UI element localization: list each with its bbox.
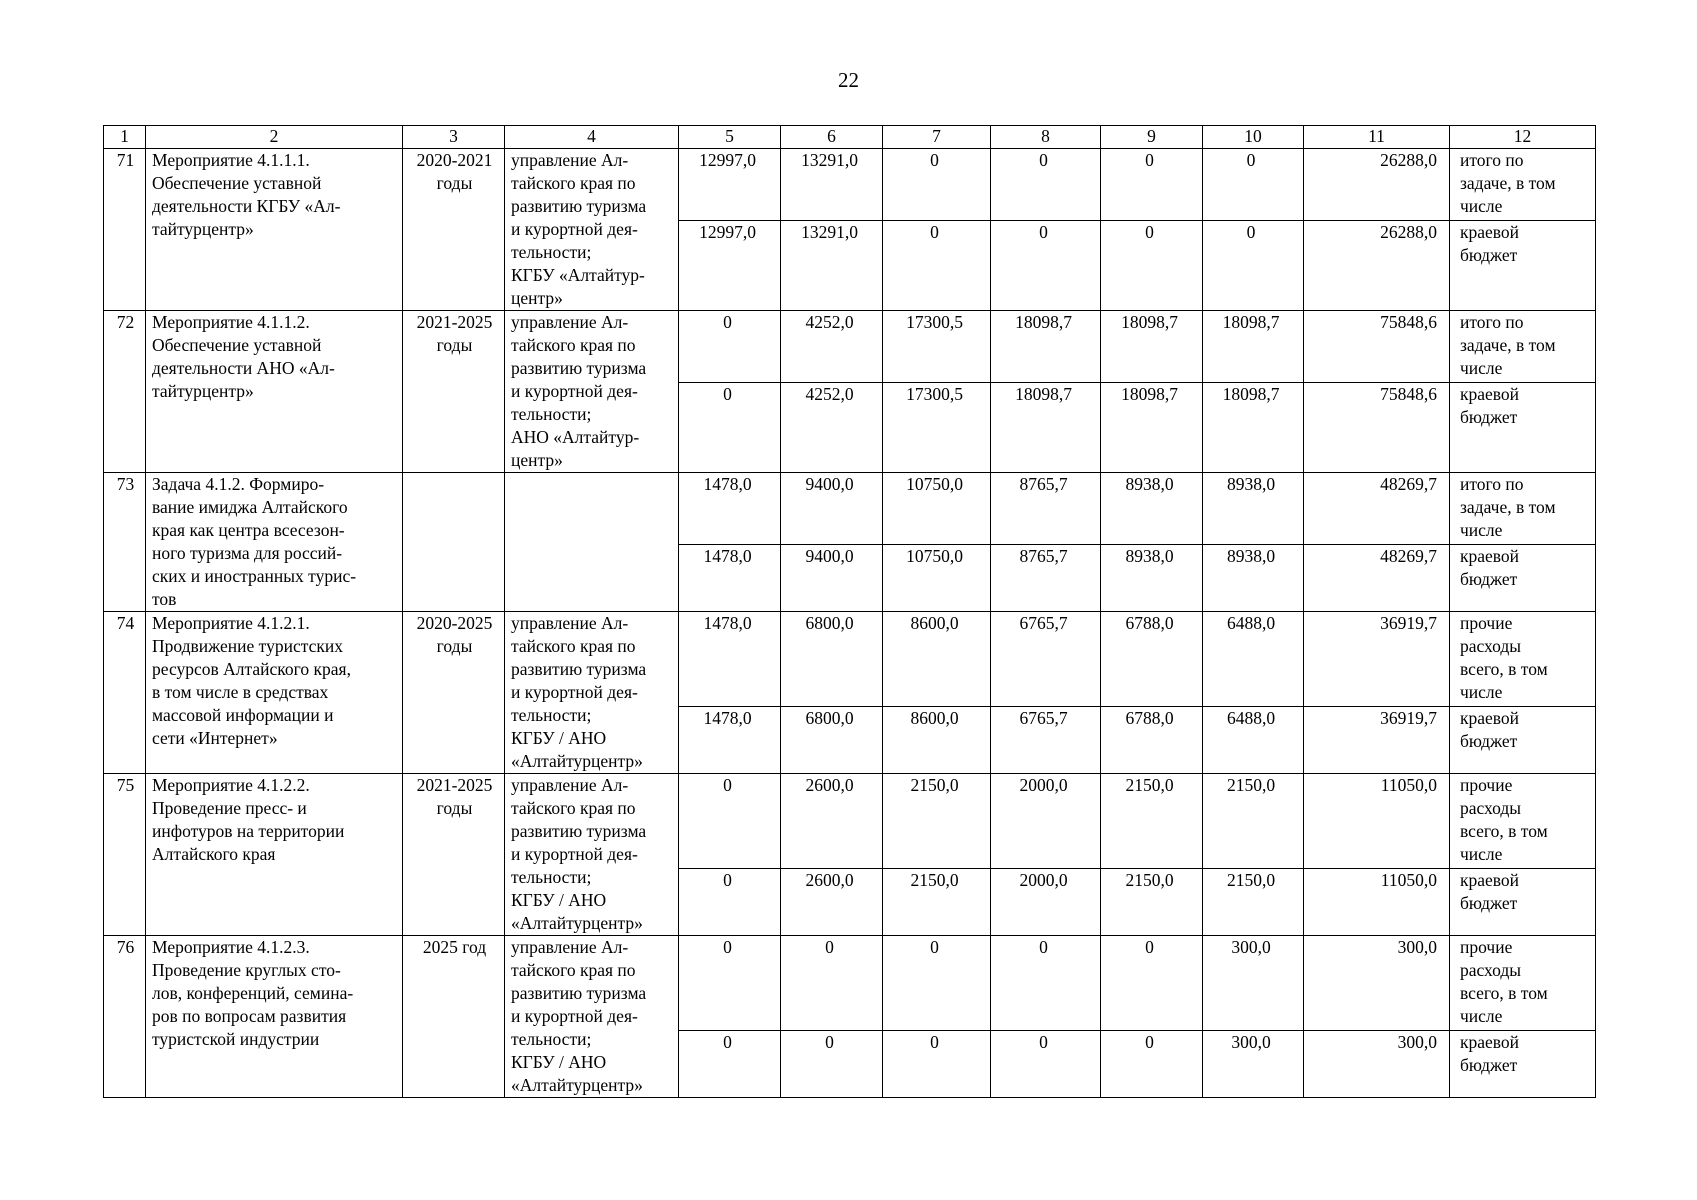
column-header: 1: [104, 126, 146, 149]
value-cell: 0: [679, 774, 781, 869]
value-cell: 8600,0: [883, 612, 991, 707]
value-cell: 8938,0: [1101, 473, 1203, 545]
executor: управление Ал- тайского края по развитию туризма и курортной дея- тельности; КГБУ / АНО «Алтайтурцентр»: [505, 774, 679, 936]
funding-source: итого по задаче, в том числе: [1450, 149, 1596, 221]
value-cell: 0: [781, 1031, 883, 1098]
value-cell: 8938,0: [1203, 545, 1304, 612]
value-cell: 2150,0: [1203, 774, 1304, 869]
value-cell: 0: [991, 936, 1101, 1031]
value-cell: 2600,0: [781, 869, 883, 936]
value-cell: 6765,7: [991, 612, 1101, 707]
value-cell: 26288,0: [1304, 221, 1450, 311]
table-row: [104, 936, 1596, 1031]
value-cell: 0: [991, 149, 1101, 221]
value-cell: 18098,7: [1203, 383, 1304, 473]
funding-source: краевой бюджет: [1450, 707, 1596, 774]
value-cell: 0: [1203, 149, 1304, 221]
column-header: 7: [883, 126, 991, 149]
value-cell: 0: [679, 1031, 781, 1098]
value-cell: 0: [679, 311, 781, 383]
activity-name: Мероприятие 4.1.2.3. Проведение круглых сто- лов, конференций, семина- ров по вопросам развития туристской индустрии: [146, 936, 403, 1098]
value-cell: 2150,0: [1101, 869, 1203, 936]
value-cell: 6788,0: [1101, 612, 1203, 707]
value-cell: 6488,0: [1203, 612, 1304, 707]
funding-source: краевой бюджет: [1450, 1031, 1596, 1098]
funding-source: прочие расходы всего, в том числе: [1450, 936, 1596, 1031]
value-cell: 9400,0: [781, 473, 883, 545]
value-cell: 8938,0: [1101, 545, 1203, 612]
value-cell: 75848,6: [1304, 311, 1450, 383]
column-header: 11: [1304, 126, 1450, 149]
column-header: 4: [505, 126, 679, 149]
column-header: 9: [1101, 126, 1203, 149]
table-row: [104, 311, 1596, 383]
funding-source: итого по задаче, в том числе: [1450, 473, 1596, 545]
row-number: 74: [104, 612, 146, 774]
value-cell: 0: [1101, 1031, 1203, 1098]
value-cell: 0: [883, 1031, 991, 1098]
period: 2021-2025 годы: [403, 774, 505, 936]
value-cell: 0: [1101, 221, 1203, 311]
funding-source: прочие расходы всего, в том числе: [1450, 774, 1596, 869]
column-header: 3: [403, 126, 505, 149]
period: 2021-2025 годы: [403, 311, 505, 473]
executor: управление Ал- тайского края по развитию туризма и курортной дея- тельности; АНО «Алтайтур- центр»: [505, 311, 679, 473]
value-cell: 2150,0: [1101, 774, 1203, 869]
value-cell: 4252,0: [781, 383, 883, 473]
value-cell: 0: [883, 936, 991, 1031]
value-cell: 9400,0: [781, 545, 883, 612]
value-cell: 8765,7: [991, 545, 1101, 612]
row-number: 73: [104, 473, 146, 612]
value-cell: 0: [1101, 936, 1203, 1031]
value-cell: 10750,0: [883, 473, 991, 545]
activity-name: Задача 4.1.2. Формиро- вание имиджа Алтайского края как центра всесезон- ного туризма для россий- ских и иностранных турис- тов: [146, 473, 403, 612]
funding-source: краевой бюджет: [1450, 869, 1596, 936]
activity-name: Мероприятие 4.1.2.1. Продвижение туристских ресурсов Алтайского края, в том числе в средствах массовой информации и сети «Интернет»: [146, 612, 403, 774]
column-header: 8: [991, 126, 1101, 149]
value-cell: 4252,0: [781, 311, 883, 383]
funding-source: итого по задаче, в том числе: [1450, 311, 1596, 383]
value-cell: 2000,0: [991, 774, 1101, 869]
period: 2020-2021 годы: [403, 149, 505, 311]
value-cell: 2000,0: [991, 869, 1101, 936]
executor: [505, 473, 679, 612]
value-cell: 0: [781, 936, 883, 1031]
table-row: [104, 612, 1596, 707]
value-cell: 13291,0: [781, 149, 883, 221]
value-cell: 17300,5: [883, 383, 991, 473]
table-row: [104, 774, 1596, 869]
row-number: 72: [104, 311, 146, 473]
value-cell: 11050,0: [1304, 869, 1450, 936]
value-cell: 1478,0: [679, 612, 781, 707]
activity-name: Мероприятие 4.1.1.1. Обеспечение уставной деятельности КГБУ «Ал- тайтурцентр»: [146, 149, 403, 311]
value-cell: 48269,7: [1304, 545, 1450, 612]
executor: управление Ал- тайского края по развитию туризма и курортной дея- тельности; КГБУ «Алтайтур- центр»: [505, 149, 679, 311]
row-number: 75: [104, 774, 146, 936]
executor: управление Ал- тайского края по развитию туризма и курортной дея- тельности; КГБУ / АНО «Алтайтурцентр»: [505, 936, 679, 1098]
funding-source: прочие расходы всего, в том числе: [1450, 612, 1596, 707]
value-cell: 12997,0: [679, 149, 781, 221]
column-header: 2: [146, 126, 403, 149]
value-cell: 0: [991, 1031, 1101, 1098]
value-cell: 6800,0: [781, 707, 883, 774]
value-cell: 2600,0: [781, 774, 883, 869]
budget-table: [103, 125, 1596, 1098]
funding-source: краевой бюджет: [1450, 383, 1596, 473]
value-cell: 8765,7: [991, 473, 1101, 545]
value-cell: 0: [1203, 221, 1304, 311]
value-cell: 2150,0: [883, 774, 991, 869]
activity-name: Мероприятие 4.1.2.2. Проведение пресс- и инфотуров на территории Алтайского края: [146, 774, 403, 936]
column-header: 6: [781, 126, 883, 149]
value-cell: 18098,7: [991, 311, 1101, 383]
period: 2020-2025 годы: [403, 612, 505, 774]
value-cell: 0: [883, 221, 991, 311]
value-cell: 8938,0: [1203, 473, 1304, 545]
value-cell: 75848,6: [1304, 383, 1450, 473]
value-cell: 300,0: [1304, 1031, 1450, 1098]
value-cell: 0: [679, 936, 781, 1031]
value-cell: 12997,0: [679, 221, 781, 311]
value-cell: 300,0: [1304, 936, 1450, 1031]
value-cell: 18098,7: [1203, 311, 1304, 383]
period: 2025 год: [403, 936, 505, 1098]
row-number: 71: [104, 149, 146, 311]
value-cell: 0: [1101, 149, 1203, 221]
value-cell: 11050,0: [1304, 774, 1450, 869]
value-cell: 8600,0: [883, 707, 991, 774]
value-cell: 2150,0: [883, 869, 991, 936]
page-number: 22: [838, 68, 859, 92]
value-cell: 1478,0: [679, 707, 781, 774]
value-cell: 36919,7: [1304, 612, 1450, 707]
value-cell: 6788,0: [1101, 707, 1203, 774]
table-row: [104, 473, 1596, 545]
value-cell: 1478,0: [679, 473, 781, 545]
value-cell: 36919,7: [1304, 707, 1450, 774]
column-header: 12: [1450, 126, 1596, 149]
table-row: [104, 149, 1596, 221]
funding-source: краевой бюджет: [1450, 221, 1596, 311]
activity-name: Мероприятие 4.1.1.2. Обеспечение уставной деятельности АНО «Ал- тайтурцентр»: [146, 311, 403, 473]
row-number: 76: [104, 936, 146, 1098]
value-cell: 1478,0: [679, 545, 781, 612]
value-cell: 10750,0: [883, 545, 991, 612]
period: [403, 473, 505, 612]
value-cell: 6800,0: [781, 612, 883, 707]
value-cell: 2150,0: [1203, 869, 1304, 936]
value-cell: 13291,0: [781, 221, 883, 311]
value-cell: 18098,7: [1101, 383, 1203, 473]
column-header: 5: [679, 126, 781, 149]
executor: управление Ал- тайского края по развитию туризма и курортной дея- тельности; КГБУ / АНО «Алтайтурцентр»: [505, 612, 679, 774]
column-number-row: [104, 126, 1596, 149]
column-header: 10: [1203, 126, 1304, 149]
value-cell: 48269,7: [1304, 473, 1450, 545]
value-cell: 6488,0: [1203, 707, 1304, 774]
value-cell: 18098,7: [1101, 311, 1203, 383]
funding-source: краевой бюджет: [1450, 545, 1596, 612]
value-cell: 17300,5: [883, 311, 991, 383]
value-cell: 300,0: [1203, 1031, 1304, 1098]
value-cell: 0: [883, 149, 991, 221]
value-cell: 6765,7: [991, 707, 1101, 774]
value-cell: 18098,7: [991, 383, 1101, 473]
value-cell: 0: [679, 869, 781, 936]
value-cell: 0: [679, 383, 781, 473]
value-cell: 300,0: [1203, 936, 1304, 1031]
value-cell: 26288,0: [1304, 149, 1450, 221]
value-cell: 0: [991, 221, 1101, 311]
